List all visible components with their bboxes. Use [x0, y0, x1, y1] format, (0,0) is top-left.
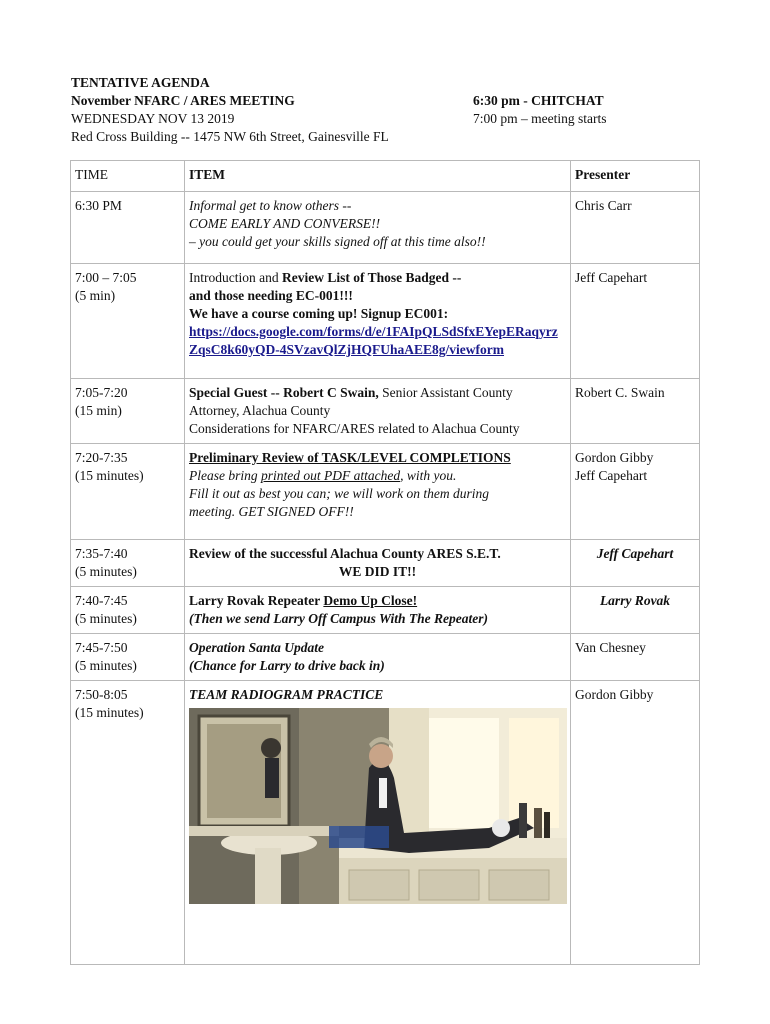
- item-text: Senior Assistant County: [378, 385, 513, 400]
- item-underlined-text: Demo Up Close!: [323, 593, 418, 608]
- time-range: 7:45-7:50: [75, 640, 128, 655]
- row-item: [185, 444, 571, 540]
- duration: (5 minutes): [75, 658, 137, 673]
- signup-form-link[interactable]: https://docs.google.com/forms/d/e/1FAIpQLSdSfxEYepERaqyrzZqsC8k60yQD-4SVzavQlZjHQFUhaAEE8g/viewform: [189, 324, 558, 357]
- item-bold-text: Review List of Those Badged --: [281, 270, 462, 285]
- item-line: (Then we send Larry Off Campus With The Repeater): [189, 611, 489, 626]
- table-row: [71, 264, 700, 379]
- row-presenter: Chris Carr: [571, 192, 700, 264]
- row-presenter: [571, 444, 700, 540]
- duration: (15 minutes): [75, 468, 144, 483]
- header-right: [473, 92, 733, 128]
- photo-image: [189, 708, 567, 904]
- row-presenter: Jeff Capehart: [571, 540, 700, 587]
- item-line: Considerations for NFARC/ARES related to Alachua County: [189, 421, 520, 436]
- row-time: 6:30 PM: [71, 192, 185, 264]
- item-text: Introduction and: [189, 270, 282, 285]
- item-line: Attorney, Alachua County: [189, 403, 331, 418]
- row-item: [185, 192, 571, 264]
- table-row: [71, 192, 700, 264]
- pdf-attachment-link[interactable]: printed out PDF attached: [261, 468, 401, 483]
- row-time: [71, 264, 185, 379]
- item-line: Informal get to know others --: [189, 198, 352, 213]
- item-line: We have a course coming up! Signup EC001:: [189, 306, 449, 321]
- table-row: [71, 587, 700, 634]
- row-item: [185, 587, 571, 634]
- table-row: [71, 379, 700, 444]
- duration: (5 minutes): [75, 611, 137, 626]
- item-bold-text: Special Guest -- Robert C Swain,: [189, 385, 379, 400]
- bathroom-photo: [189, 708, 567, 904]
- row-time: [71, 681, 185, 965]
- presenter-name: Gordon Gibby: [575, 450, 654, 465]
- time-range: 7:05-7:20: [75, 385, 128, 400]
- item-line: TEAM RADIOGRAM PRACTICE: [189, 687, 384, 702]
- duration: (5 min): [75, 288, 116, 303]
- row-presenter: Van Chesney: [571, 634, 700, 681]
- time-range: 7:50-8:05: [75, 687, 128, 702]
- item-line: Operation Santa Update: [189, 640, 325, 655]
- meeting-date: WEDNESDAY NOV 13 2019: [71, 111, 235, 126]
- item-line: (Chance for Larry to drive back in): [189, 658, 385, 673]
- header-item: ITEM: [185, 161, 571, 192]
- meeting-name: November NFARC / ARES MEETING: [71, 93, 295, 108]
- agenda-table: [70, 160, 700, 965]
- row-item: [185, 540, 571, 587]
- time-range: 7:40-7:45: [75, 593, 128, 608]
- duration: (15 minutes): [75, 705, 144, 720]
- row-time: [71, 444, 185, 540]
- row-presenter: Larry Rovak: [571, 587, 700, 634]
- time-range: 7:35-7:40: [75, 546, 128, 561]
- row-time: [71, 587, 185, 634]
- item-heading: Preliminary Review of TASK/LEVEL COMPLETIONS: [189, 450, 511, 465]
- header-presenter: Presenter: [571, 161, 700, 192]
- item-line: Fill it out as best you can; we will work on them during: [189, 486, 489, 501]
- time-range: 7:00 – 7:05: [75, 270, 137, 285]
- item-line: COME EARLY AND CONVERSE!!: [189, 216, 381, 231]
- item-line: Review of the successful Alachua County ARES S.E.T.: [189, 546, 501, 561]
- row-item: [185, 634, 571, 681]
- table-row: [71, 540, 700, 587]
- duration: (15 min): [75, 403, 122, 418]
- item-text: Please bring: [189, 468, 261, 483]
- row-time: [71, 379, 185, 444]
- agenda-title: TENTATIVE AGENDA: [71, 75, 210, 90]
- row-presenter: Jeff Capehart: [571, 264, 700, 379]
- item-line: WE DID IT!!: [338, 564, 417, 579]
- row-time: [71, 540, 185, 587]
- row-item: [185, 379, 571, 444]
- presenter-name: Jeff Capehart: [575, 468, 648, 483]
- item-line: meeting. GET SIGNED OFF!!: [189, 504, 354, 519]
- item-text: Larry Rovak Repeater: [189, 593, 324, 608]
- table-row: [71, 681, 700, 965]
- row-time: [71, 634, 185, 681]
- row-presenter: Robert C. Swain: [571, 379, 700, 444]
- chitchat-time: 6:30 pm - CHITCHAT: [473, 93, 604, 108]
- table-header-row: [71, 161, 700, 192]
- header-time: TIME: [71, 161, 185, 192]
- row-item: [185, 264, 571, 379]
- duration: (5 minutes): [75, 564, 137, 579]
- meeting-start-time: 7:00 pm – meeting starts: [473, 111, 607, 126]
- meeting-location: Red Cross Building -- 1475 NW 6th Street, Gainesville FL: [71, 129, 389, 144]
- item-text: , with you.: [400, 468, 457, 483]
- table-row: [71, 444, 700, 540]
- row-item: [185, 681, 571, 965]
- item-line: and those needing EC-001!!!: [189, 288, 353, 303]
- time-range: 7:20-7:35: [75, 450, 128, 465]
- item-line: – you could get your skills signed off at this time also!!: [189, 234, 486, 249]
- row-presenter: Gordon Gibby: [571, 681, 700, 965]
- table-row: [71, 634, 700, 681]
- header-left: [71, 74, 451, 146]
